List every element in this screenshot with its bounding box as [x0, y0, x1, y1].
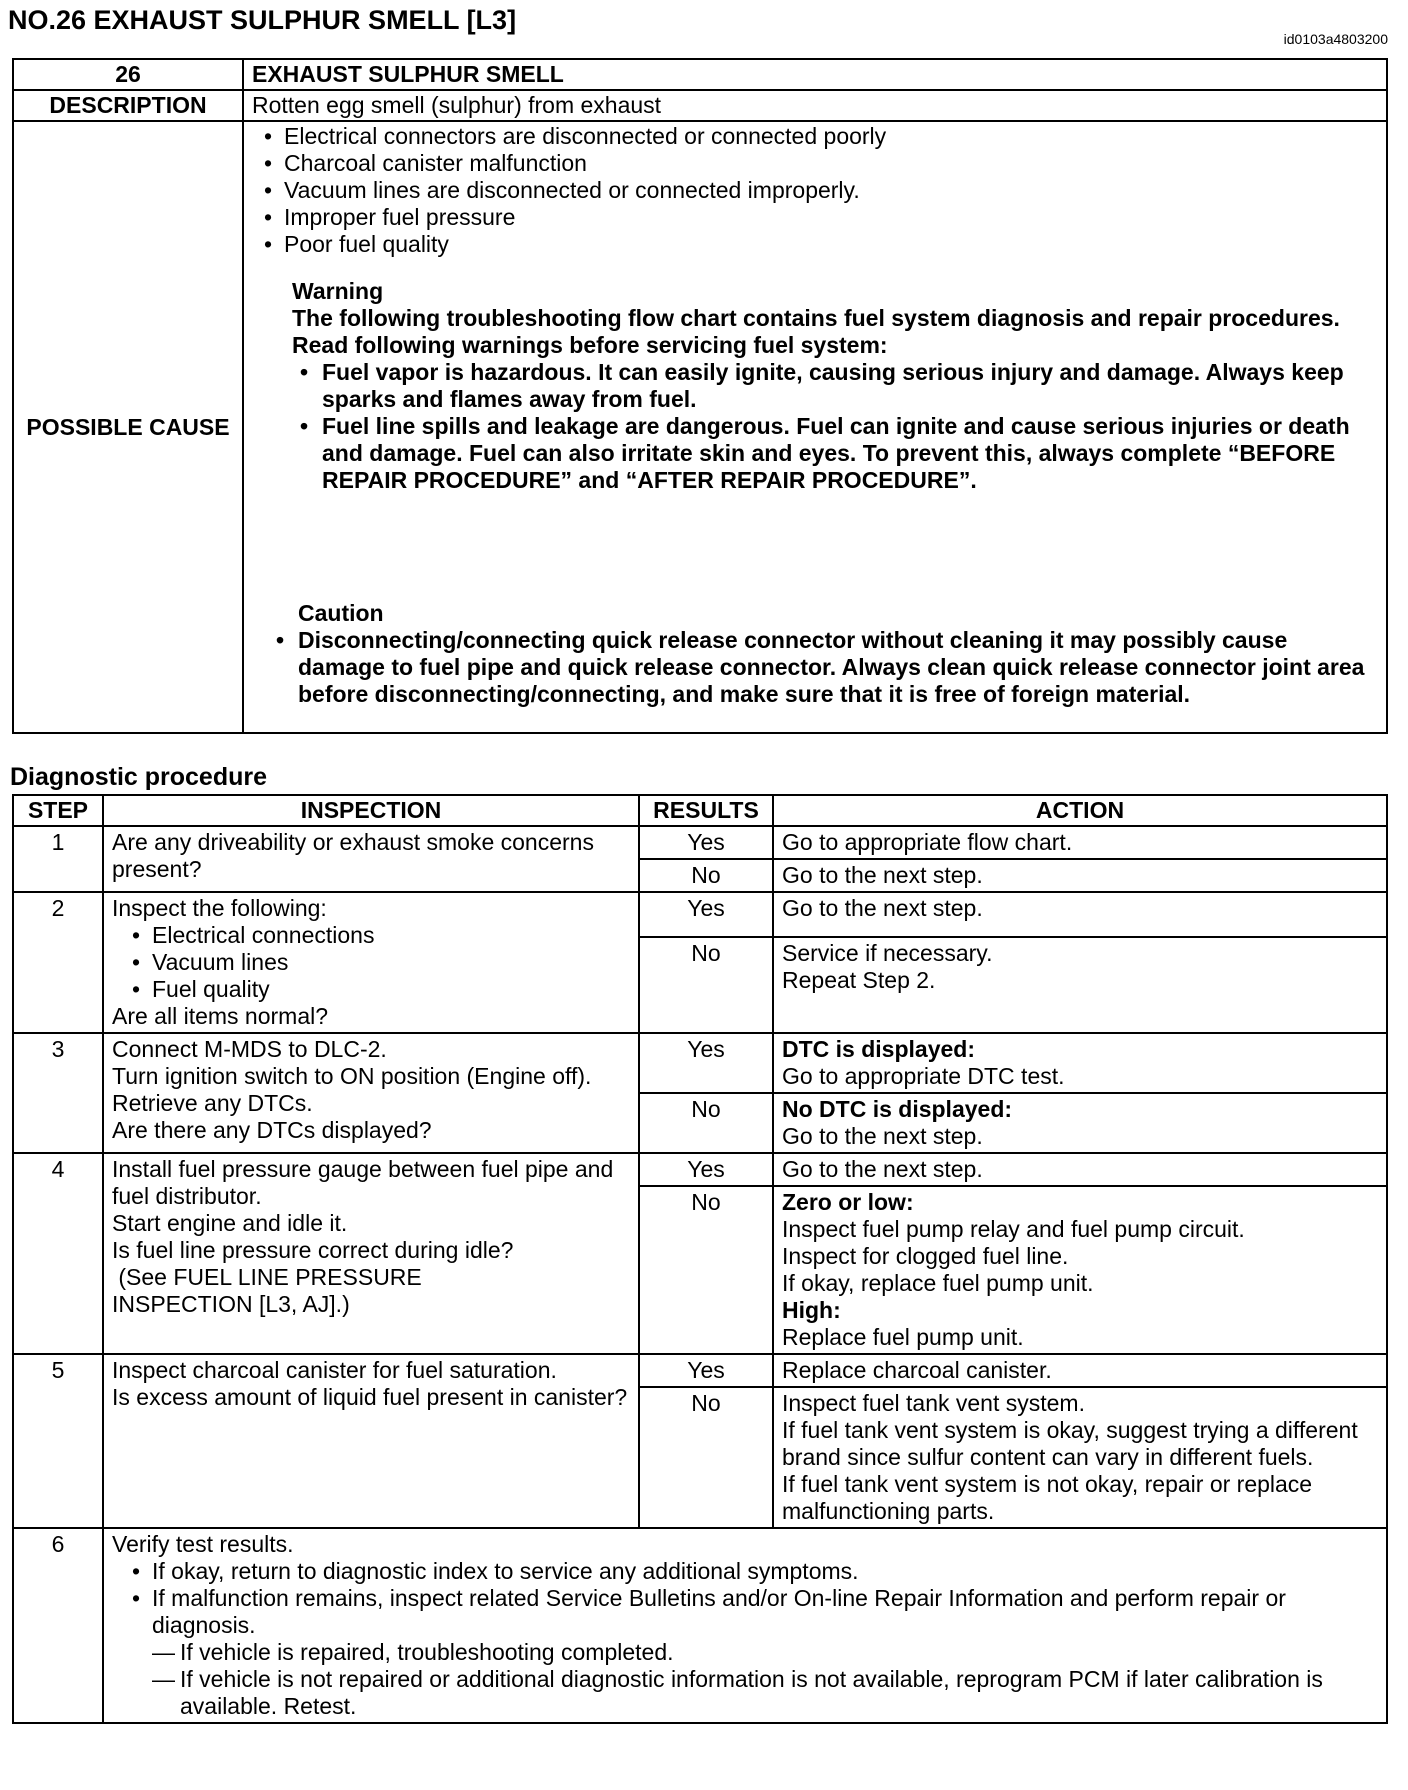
step-number: 5: [13, 1354, 103, 1528]
step-number: 3: [13, 1033, 103, 1153]
list-item: • Fuel vapor is hazardous. It can easily ignite, causing serious injury and damage. Always keep sparks and flames away from fuel.: [292, 359, 1378, 413]
list-item: • Improper fuel pressure: [252, 204, 1378, 231]
action-no: [773, 937, 1387, 1033]
column-header-inspection: INSPECTION: [103, 795, 639, 826]
action-line: Go to the next step.: [782, 1123, 983, 1149]
list-item: • Poor fuel quality: [252, 231, 1378, 258]
inspection-line: (See FUEL LINE PRESSURE INSPECTION [L3, AJ].): [112, 1264, 429, 1317]
inspection-line: Are there any DTCs displayed?: [112, 1117, 432, 1143]
action-line: If fuel tank vent system is okay, suggest trying a different brand since sulfur content can vary in different fuels.: [782, 1417, 1358, 1470]
action-line: If okay, replace fuel pump unit.: [782, 1270, 1094, 1296]
symptom-title: EXHAUST SULPHUR SMELL: [243, 59, 1387, 90]
action-line: Inspect fuel tank vent system.: [782, 1390, 1085, 1416]
table-row: [13, 1354, 1387, 1387]
result-yes: Yes: [639, 892, 773, 937]
caution-title: Caution: [298, 600, 384, 626]
description-row: [13, 90, 1387, 121]
result-no: No: [639, 1093, 773, 1153]
action-line: Inspect fuel pump relay and fuel pump circuit.: [782, 1216, 1245, 1242]
inspection-line: Connect M-MDS to DLC-2.: [112, 1036, 387, 1062]
list-item: • Vacuum lines are disconnected or connected improperly.: [252, 177, 1378, 204]
warning-list: [252, 359, 1378, 494]
possible-cause-content: [243, 121, 1387, 733]
step-number: 6: [13, 1528, 103, 1723]
action-no: Go to the next step.: [773, 859, 1387, 892]
action-heading: No DTC is displayed:: [782, 1096, 1013, 1122]
verify-sublist: [112, 1639, 1378, 1720]
column-header-step: STEP: [13, 795, 103, 826]
table-row: [13, 826, 1387, 859]
action-line: Inspect for clogged fuel line.: [782, 1243, 1069, 1269]
verify-list: [112, 1558, 1378, 1639]
page-title: NO.26 EXHAUST SULPHUR SMELL [L3]: [8, 5, 517, 35]
possible-cause-row: [13, 121, 1387, 733]
action-no: [773, 1387, 1387, 1528]
action-line: Service if necessary.: [782, 940, 993, 966]
table-header-row: [13, 795, 1387, 826]
warning-block: [252, 278, 1378, 494]
action-heading: High:: [782, 1297, 841, 1323]
description-label: DESCRIPTION: [13, 90, 243, 121]
action-heading: Zero or low:: [782, 1189, 914, 1215]
step-number: 1: [13, 826, 103, 892]
table-row: [13, 1528, 1387, 1723]
table-row: [13, 1153, 1387, 1186]
result-no: No: [639, 1186, 773, 1354]
result-no: No: [639, 1387, 773, 1528]
result-yes: Yes: [639, 1153, 773, 1186]
inspection-line: Are all items normal?: [112, 1003, 329, 1029]
description-text: Rotten egg smell (sulphur) from exhaust: [243, 90, 1387, 121]
possible-cause-label: POSSIBLE CAUSE: [13, 121, 243, 733]
step-inspection: [103, 892, 639, 1033]
inspection-line: Is fuel line pressure correct during idle?: [112, 1237, 514, 1263]
list-item: • Fuel quality: [112, 976, 630, 1003]
symptom-summary-table: [12, 58, 1388, 734]
action-line: Go to appropriate DTC test.: [782, 1063, 1065, 1089]
document-id: id0103a4803200: [1283, 31, 1388, 47]
list-item: — If vehicle is repaired, troubleshooting completed.: [152, 1639, 1378, 1666]
action-yes: Go to the next step.: [773, 1153, 1387, 1186]
action-yes: [773, 1033, 1387, 1093]
step-number: 4: [13, 1153, 103, 1354]
action-line: Replace fuel pump unit.: [782, 1324, 1024, 1350]
action-heading: DTC is displayed:: [782, 1036, 975, 1062]
step-inspection: [103, 1033, 639, 1153]
inspection-line: Verify test results.: [112, 1531, 294, 1557]
step-inspection: [103, 1354, 639, 1528]
list-item: • Fuel line spills and leakage are dangerous. Fuel can ignite and cause serious injuries or death and damage. Fuel can also irritate skin and eyes. To prevent this, always complete “BEFORE REPAIR PROCEDURE” and “AFTER REPAIR PROCEDURE”.: [292, 413, 1378, 494]
column-header-results: RESULTS: [639, 795, 773, 826]
inspection-line: Turn ignition switch to ON position (Engine off).: [112, 1063, 592, 1089]
warning-title: Warning: [292, 278, 384, 304]
list-item: • Electrical connectors are disconnected or connected poorly: [252, 123, 1378, 150]
caution-list: [274, 627, 1378, 708]
action-yes: Go to the next step.: [773, 892, 1387, 937]
action-yes: Go to appropriate flow chart.: [773, 826, 1387, 859]
summary-header-row: [13, 59, 1387, 90]
result-yes: Yes: [639, 826, 773, 859]
action-no: [773, 1186, 1387, 1354]
inspection-line: Retrieve any DTCs.: [112, 1090, 313, 1116]
cause-list: [252, 123, 1378, 258]
list-item: • Charcoal canister malfunction: [252, 150, 1378, 177]
action-line: Repeat Step 2.: [782, 967, 936, 993]
action-yes: Replace charcoal canister.: [773, 1354, 1387, 1387]
table-row: [13, 892, 1387, 937]
result-yes: Yes: [639, 1033, 773, 1093]
list-item: • Disconnecting/connecting quick release connector without cleaning it may possibly cause damage to fuel pipe and quick release connector. Always clean quick release connector joint area before disconnecting/connecting, and make sure that it is free of foreign material.: [274, 627, 1378, 708]
list-item: • If malfunction remains, inspect related Service Bulletins and/or On-line Repair Information and perform repair or diagnosis.: [112, 1585, 1378, 1639]
inspection-line: Install fuel pressure gauge between fuel pipe and fuel distributor.: [112, 1156, 614, 1209]
warning-text: The following troubleshooting flow chart contains fuel system diagnosis and repair procedures. Read following warnings before servicing fuel system:: [292, 305, 1340, 358]
step-inspection: Are any driveability or exhaust smoke concerns present?: [103, 826, 639, 892]
action-line: If fuel tank vent system is not okay, repair or replace malfunctioning parts.: [782, 1471, 1313, 1524]
step-inspection: [103, 1153, 639, 1354]
section-title: Diagnostic procedure: [10, 763, 267, 791]
diagnostic-procedure-table: [12, 794, 1388, 1724]
table-row: [13, 1033, 1387, 1093]
result-no: No: [639, 859, 773, 892]
list-item: • Vacuum lines: [112, 949, 630, 976]
action-no: [773, 1093, 1387, 1153]
inspection-line: Start engine and idle it.: [112, 1210, 348, 1236]
inspection-line: Inspect charcoal canister for fuel saturation.: [112, 1357, 557, 1383]
result-yes: Yes: [639, 1354, 773, 1387]
symptom-number: 26: [13, 59, 243, 90]
list-item: • If okay, return to diagnostic index to service any additional symptoms.: [112, 1558, 1378, 1585]
step-number: 2: [13, 892, 103, 1033]
inspection-list: [112, 922, 630, 1003]
column-header-action: ACTION: [773, 795, 1387, 826]
list-item: — If vehicle is not repaired or additional diagnostic information is not available, reprogram PCM if later calibration is available. Retest.: [152, 1666, 1378, 1720]
list-item: • Electrical connections: [112, 922, 630, 949]
inspection-line: Inspect the following:: [112, 895, 327, 921]
inspection-line: Is excess amount of liquid fuel present in canister?: [112, 1384, 628, 1410]
step-inspection: [103, 1528, 1387, 1723]
result-no: No: [639, 937, 773, 1033]
caution-block: [252, 600, 1378, 708]
